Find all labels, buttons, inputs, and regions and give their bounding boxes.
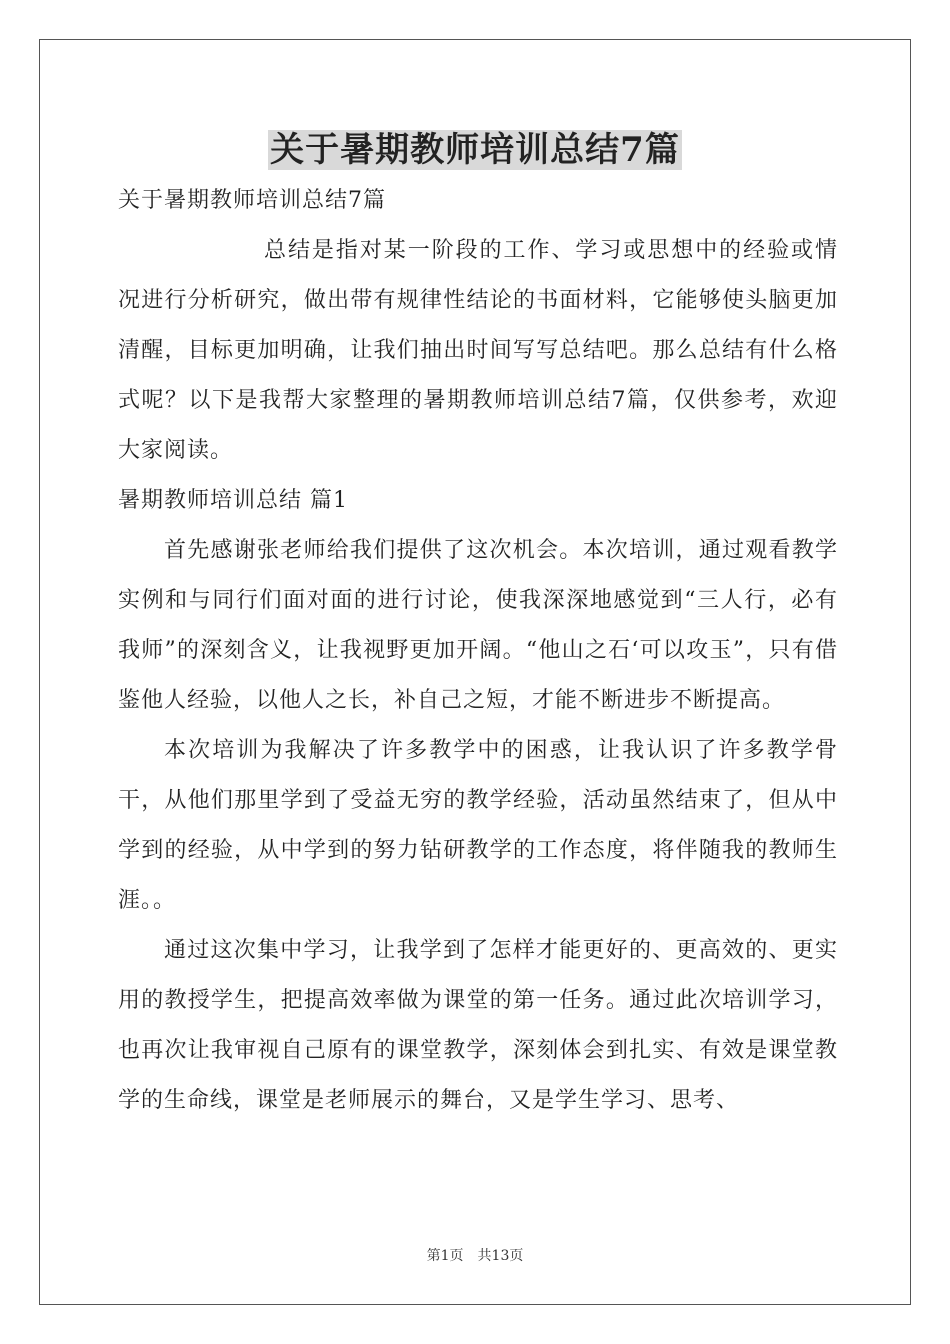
document-title bbox=[0, 126, 950, 174]
page-number: 第1页 bbox=[426, 1248, 464, 1264]
document-title-text: 关于暑期教师培训总结7篇 bbox=[270, 130, 680, 170]
intro-paragraph: 总结是指对某一阶段的工作、学习或思想中的经验或情况进行分析研究，做出带有规律性结论的书面材料，它能够使头脑更加清醒，目标更加明确，让我们抽出时间写写总结吧。那么总结有什么格式呢？以下是我帮大家整理的暑期教师培训总结7篇，仅供参考，欢迎大家阅读。 bbox=[118, 238, 838, 463]
section-heading: 暑期教师培训总结 篇1 bbox=[118, 488, 348, 513]
page-total: 共13页 bbox=[477, 1248, 524, 1264]
body-paragraph-3: 通过这次集中学习，让我学到了怎样才能更好的、更高效的、更实用的教授学生，把提高效率做为课堂的第一任务。通过此次培训学习，也再次让我审视自己原有的课堂教学，深刻体会到扎实、有效是课堂教学的生命线，课堂是老师展示的舞台，又是学生学习、思考、 bbox=[118, 938, 838, 1113]
page-footer bbox=[0, 1246, 950, 1266]
document-body bbox=[118, 176, 838, 1126]
document-subtitle: 关于暑期教师培训总结7篇 bbox=[118, 188, 386, 213]
body-paragraph-2: 本次培训为我解决了许多教学中的困惑，让我认识了许多教学骨干，从他们那里学到了受益无穷的教学经验，活动虽然结束了，但从中学到的经验，从中学到的努力钻研教学的工作态度，将伴随我的教师生涯。。 bbox=[118, 738, 838, 913]
body-paragraph-1: 首先感谢张老师给我们提供了这次机会。本次培训，通过观看教学实例和与同行们面对面的进行讨论，使我深深地感觉到“三人行，必有我师”的深刻含义，让我视野更加开阔。“他山之石‘可以攻玉”，只有借鉴他人经验，以他人之长，补自己之短，才能不断进步不断提高。 bbox=[118, 538, 838, 713]
